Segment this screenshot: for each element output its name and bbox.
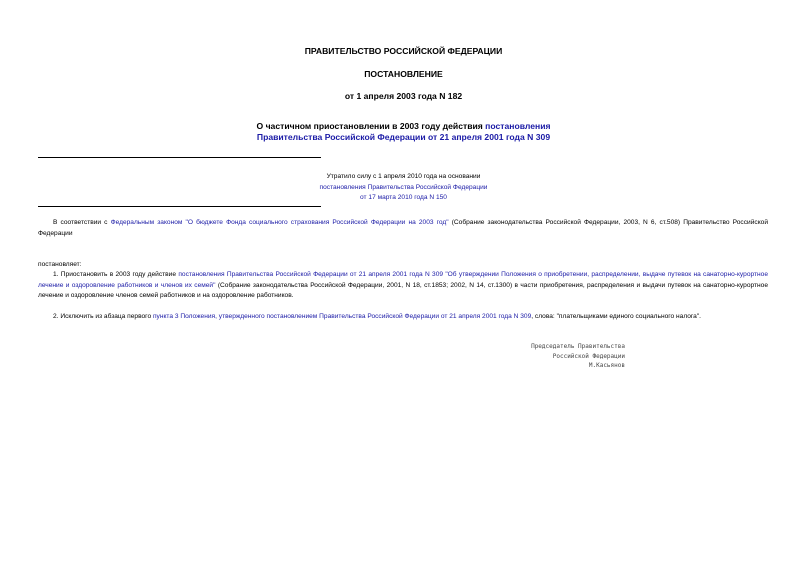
divider-bottom bbox=[38, 206, 321, 207]
divider-top bbox=[38, 157, 321, 158]
status-link-resolution[interactable]: постановления Правительства Российской Федерации bbox=[319, 183, 488, 191]
document-date-number: от 1 апреля 2003 года N 182 bbox=[344, 91, 463, 101]
signature-line-2: Российской Федерации bbox=[552, 352, 625, 360]
item-2-link-regulation-point-3[interactable]: пункта 3 Положения, утвержденного постановлением Правительства Российской Федерации от 21 апреля 2001 года N 309 bbox=[152, 313, 532, 320]
title-link-resolution-details[interactable]: Правительства Российской Федерации от 21 апреля 2001 года N 309 bbox=[256, 132, 551, 142]
title-link-resolution[interactable]: постановления bbox=[485, 121, 551, 131]
title-prefix: О частичном приостановлении в 2003 году действия bbox=[256, 121, 486, 131]
document-title bbox=[0, 121, 807, 143]
item-1-paragraph bbox=[38, 270, 768, 302]
item-2-text-1: 2. Исключить из абзаца первого bbox=[53, 313, 153, 320]
status-note bbox=[0, 172, 807, 204]
signature-block bbox=[531, 342, 625, 371]
preamble-paragraph bbox=[38, 218, 768, 239]
item-1-text-2: (Собрание законодательства Российской Федерации, 2001, N 18, ст.1853; 2002, N 14, ст.1300) в части приобретения, распределения и выдачи путевок на санаторно-курортное лечение и оздоровление членов семей работников и на оздоровление работников. bbox=[38, 281, 769, 299]
status-line-1: Утратило силу с 1 апреля 2010 года на основании bbox=[326, 173, 481, 180]
preamble-text-2: (Собрание законодательства Российской Федерации, 2003, N 6, ст.508) Правительство Российской Федерации bbox=[38, 219, 768, 237]
preamble-link-federal-law[interactable]: Федеральным законом "О бюджете Фонда социального страхования Российской Федерации на 2003 год" bbox=[110, 219, 449, 226]
document-type-heading: ПОСТАНОВЛЕНИЕ bbox=[364, 69, 443, 79]
signature-line-1: Председатель Правительства bbox=[531, 343, 625, 350]
resolves-paragraph: постановляет: bbox=[38, 261, 82, 268]
status-link-date[interactable]: от 17 марта 2010 года N 150 bbox=[360, 194, 447, 201]
preamble-text-1: В соответствии с bbox=[53, 219, 111, 226]
item-2-paragraph bbox=[38, 312, 768, 323]
item-1-text-1: 1. Приостановить в 2003 году действие bbox=[53, 271, 179, 278]
signature-name: М.Касьянов bbox=[588, 362, 625, 369]
item-1-link-resolution-309[interactable]: постановления Правительства Российской Федерации от 21 апреля 2001 года N 309 "Об утверждении Положения о приобретении, распределении, выдаче путевок на санаторно-курортное лечение и оздоровление работников и членов их семей" bbox=[38, 271, 769, 289]
government-heading: ПРАВИТЕЛЬСТВО РОССИЙСКОЙ ФЕДЕРАЦИИ bbox=[304, 46, 503, 56]
item-2-text-2: , слова: "плательщиками единого социального налога". bbox=[531, 313, 702, 320]
